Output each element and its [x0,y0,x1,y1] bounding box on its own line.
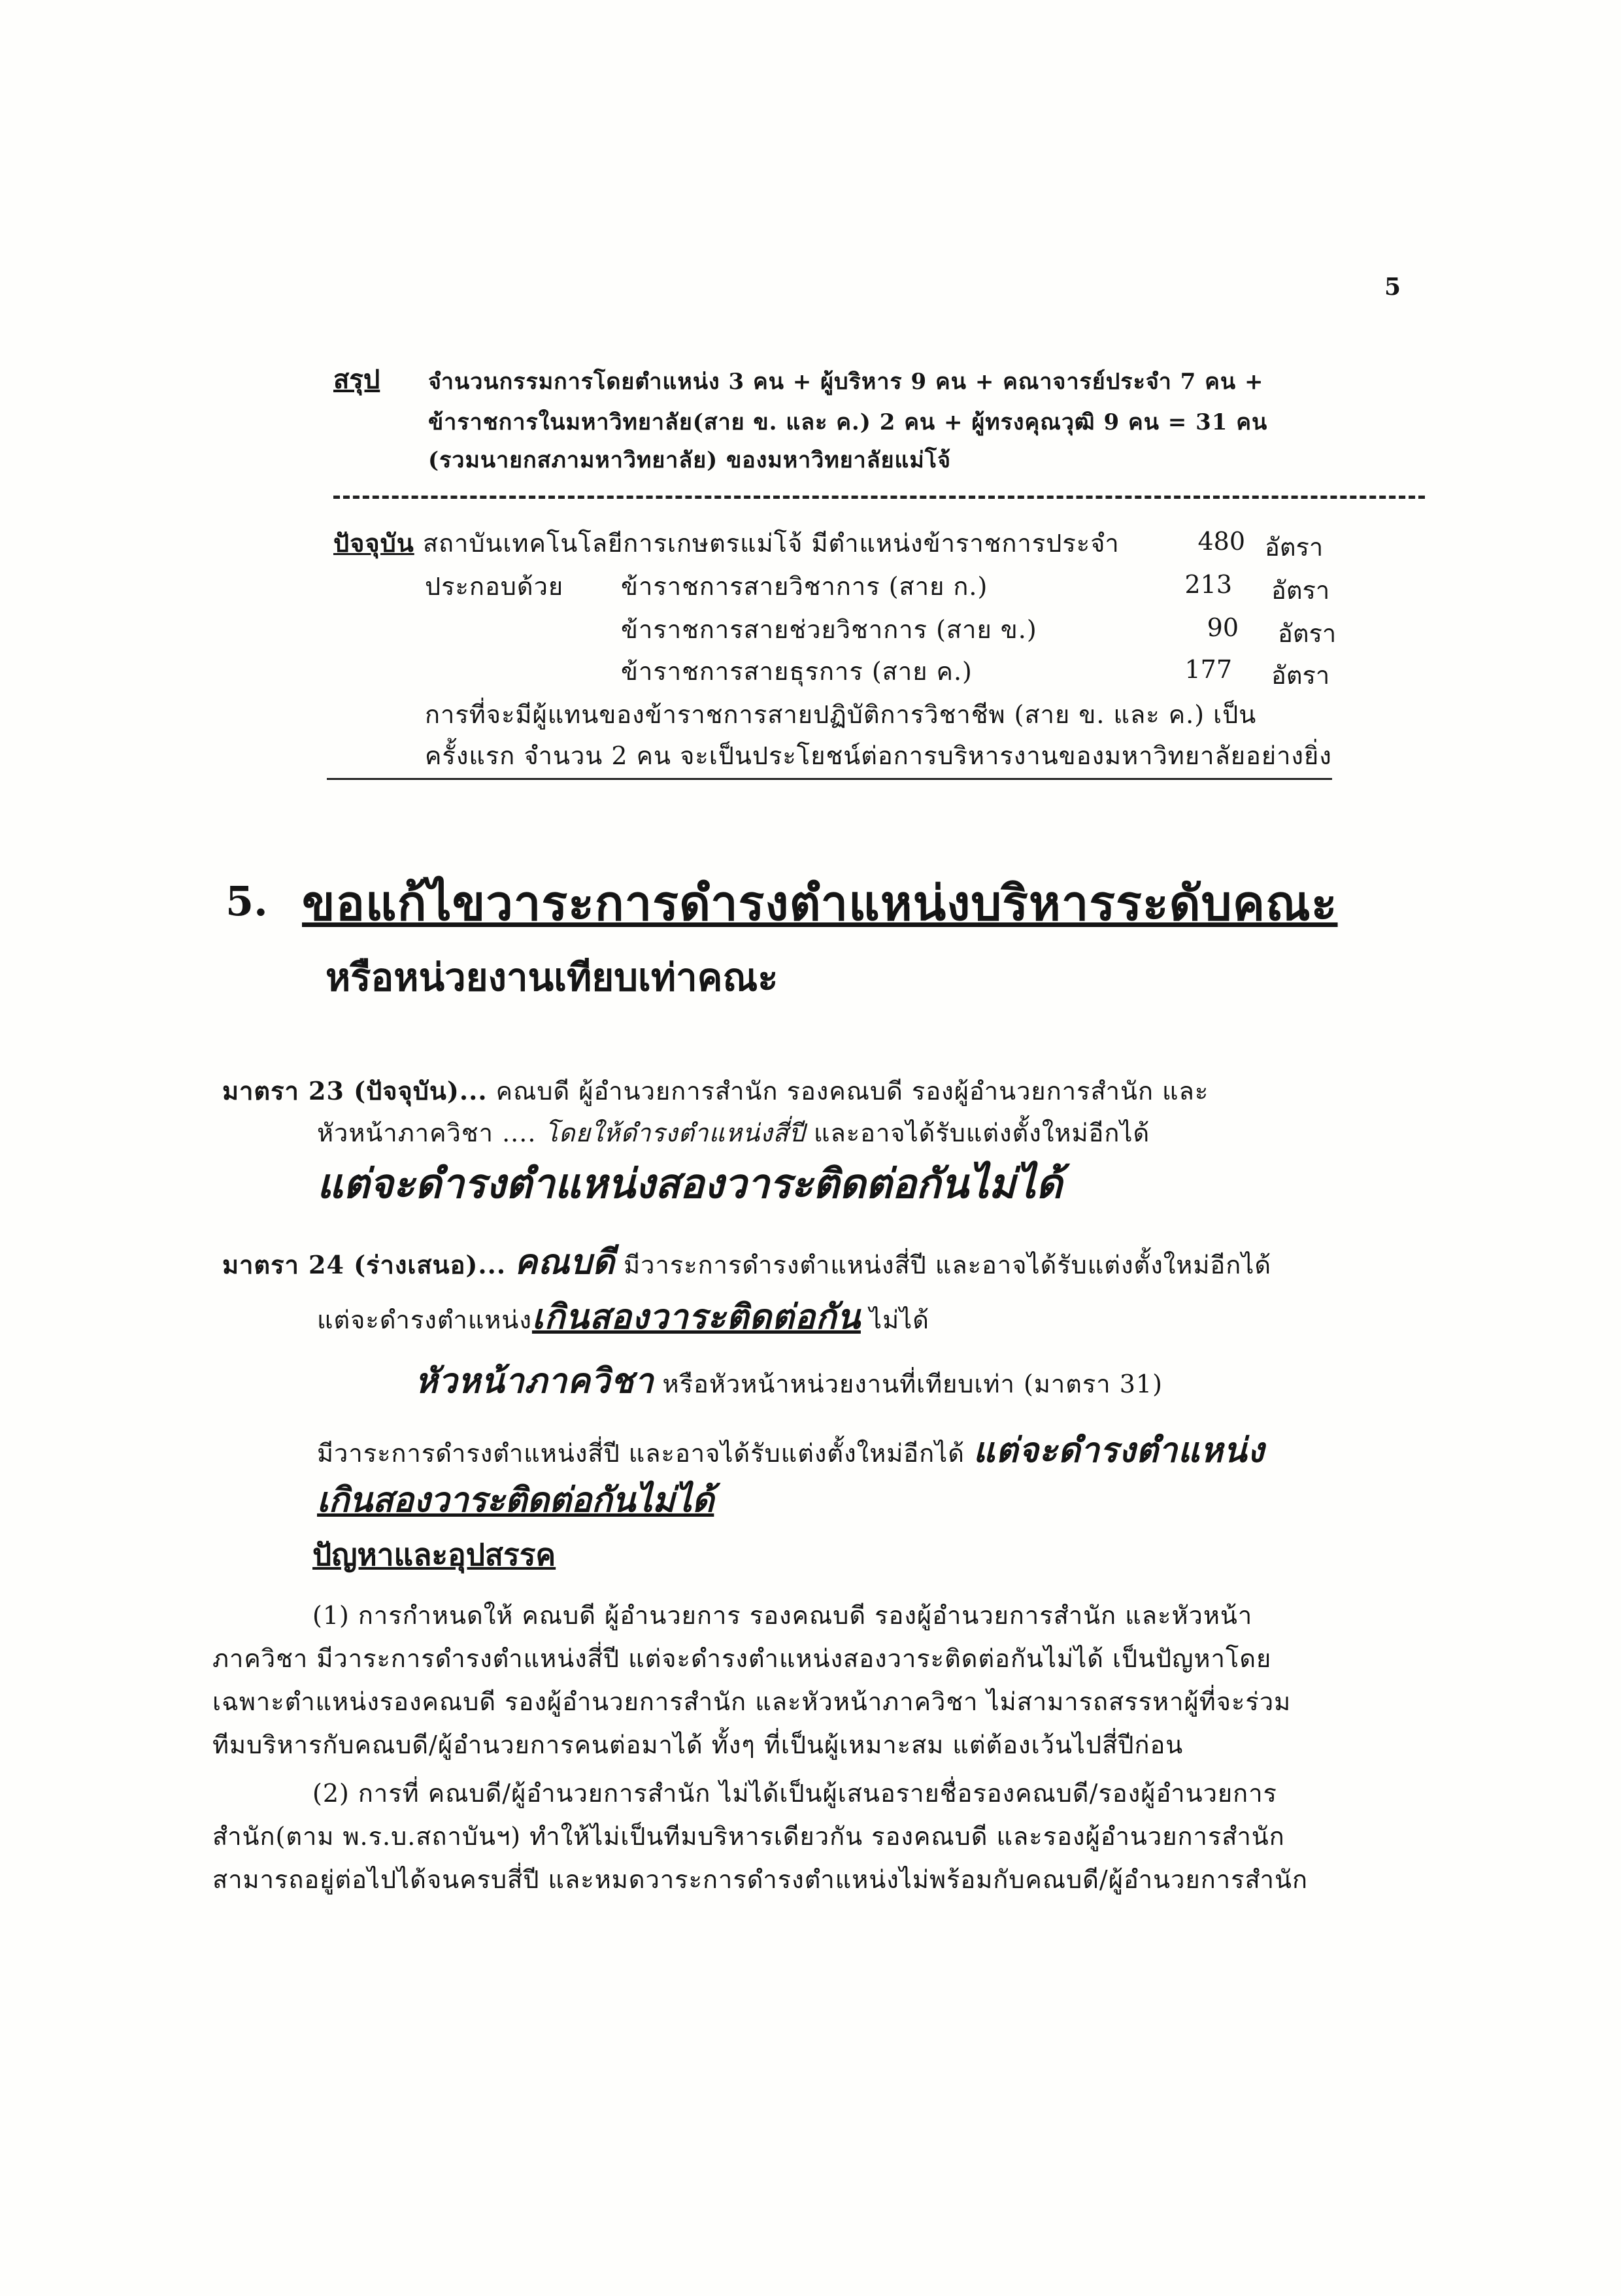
problem-1-line: ทีมบริหารกับคณบดี/ผู้อำนวยการคนต่อมาได้ ทั้งๆ ที่เป็นผู้เหมาะสม แต่ต้องเว้นไปสี่ปีก่อน [212,1730,1184,1759]
problems-heading: ปัญหาและอุปสรรค [312,1537,556,1572]
article-24-line-2 [317,1289,929,1343]
article-23-text: หัวหน้าภาควิชา .... [317,1119,537,1147]
staff-label: ข้าราชการสายธุรการ (สาย ค.) [621,657,973,686]
article-24-dept-head: หัวหน้าภาควิชา [415,1361,654,1401]
summary-line: จำนวนกรรมการโดยตำแหน่ง 3 คน + ผู้บริหาร 9 คน + คณาจารย์ประจำ 7 คน + [428,369,1264,395]
current-text: สถาบันเทคโนโลยีการเกษตรแม่โจ้ มีตำแหน่งข้าราชการประจำ [422,529,1120,558]
problem-1-line: ภาควิชา มีวาระการดำรงตำแหน่งสี่ปี แต่จะดำรงตำแหน่งสองวาระติดต่อกันไม่ได้ เป็นปัญหาโดย [212,1644,1272,1673]
article-24-text: มีวาระการดำรงตำแหน่งสี่ปี และอาจได้รับแต่งตั้งใหม่อีกได้ [317,1439,965,1468]
staff-count: 90 [1207,613,1239,642]
staff-count: 177 [1184,655,1232,684]
total-unit: อัตรา [1265,533,1324,562]
article-24-text: แต่จะดำรงตำแหน่ง [317,1306,532,1334]
article-23-text: คณบดี ผู้อำนวยการสำนัก รองคณบดี รองผู้อำนวยการสำนัก และ [495,1077,1209,1106]
page-number: 5 [1384,273,1401,301]
article-23-text: และอาจได้รับแต่งตั้งใหม่อีกได้ [813,1119,1150,1147]
summary-label: สรุป [333,364,380,395]
article-23-italic: โดยให้ดำรงตำแหน่งสี่ปี [544,1119,805,1147]
article-24-line-4 [317,1423,1265,1477]
staff-count: 213 [1184,570,1232,599]
article-23-line-2 [317,1113,1150,1153]
current-closing-2: ครั้งแรก จำนวน 2 คน จะเป็นประโยชน์ต่อการบริหารงานของมหาวิทยาลัยอย่างยิ่ง [327,735,1332,780]
current-label: ปัจจุบัน [333,528,414,558]
problem-1-line: เฉพาะตำแหน่งรองคณบดี รองผู้อำนวยการสำนัก และหัวหน้าภาควิชา ไม่สามารถสรรหาผู้ที่จะร่วม [212,1687,1292,1716]
article-24-dean: คณบดี [514,1242,615,1282]
staff-unit: อัตรา [1271,661,1330,690]
current-line-1 [333,523,1120,563]
article-24-line-1 [222,1234,1271,1289]
problem-2-line: สำนัก(ตาม พ.ร.บ.สถาบันฯ) ทำให้ไม่เป็นทีมบริหารเดียวกัน รองคณบดี และรองผู้อำนวยการสำนัก [212,1822,1285,1851]
article-24-heading: มาตรา 24 (ร่างเสนอ)... [222,1250,507,1279]
article-23-emphasis: แต่จะดำรงตำแหน่งสองวาระติดต่อกันไม่ได้ [317,1160,1063,1207]
staff-label: ข้าราชการสายช่วยวิชาการ (สาย ข.) [621,615,1037,644]
article-24-text: หรือหัวหน้าหน่วยงานที่เทียบเท่า (มาตรา 31) [662,1370,1163,1398]
dashed-divider [333,496,1425,499]
total-count: 480 [1197,527,1245,556]
article-24-emphasis: แต่จะดำรงตำแหน่ง [973,1430,1265,1470]
article-23-heading: มาตรา 23 (ปัจจุบัน)... [222,1076,488,1106]
article-24-text: มีวาระการดำรงตำแหน่งสี่ปี และอาจได้รับแต่งตั้งใหม่อีกได้ [624,1251,1272,1279]
problem-2-line: สามารถอยู่ต่อไปได้จนครบสี่ปี และหมดวาระการดำรงตำแหน่งไม่พร้อมกับคณบดี/ผู้อำนวยการสำนัก [212,1865,1308,1894]
article-24-final: เกินสองวาระติดต่อกันไม่ได้ [317,1480,714,1520]
summary-line: (รวมนายกสภามหาวิทยาลัย) ของมหาวิทยาลัยแม่โจ้ [428,447,952,473]
section-subtitle: หรือหน่วยงานเทียบเท่าคณะ [326,955,778,1000]
staff-unit: อัตรา [1278,619,1337,648]
composed-of-label: ประกอบด้วย [425,572,564,601]
article-23-line-1 [222,1071,1209,1111]
section-title: ขอแก้ไขวาระการดำรงตำแหน่งบริหารระดับคณะ [302,875,1338,932]
problem-1-line: (1) การกำหนดให้ คณบดี ผู้อำนวยการ รองคณบดี รองผู้อำนวยการสำนัก และหัวหน้า [312,1601,1253,1630]
problem-2-line: (2) การที่ คณบดี/ผู้อำนวยการสำนัก ไม่ได้เป็นผู้เสนอรายชื่อรองคณบดี/รองผู้อำนวยการ [312,1779,1277,1808]
article-24-emphasis: เกินสองวาระติดต่อกัน [531,1297,861,1337]
current-closing-1: การที่จะมีผู้แทนของข้าราชการสายปฏิบัติการวิชาชีพ (สาย ข. และ ค.) เป็น [425,700,1257,729]
staff-label: ข้าราชการสายวิชาการ (สาย ก.) [621,572,988,601]
section-number: 5. [226,877,268,925]
article-24-line-3 [415,1353,1163,1408]
staff-unit: อัตรา [1271,576,1330,605]
article-24-text: ไม่ได้ [869,1306,929,1334]
summary-line: ข้าราชการในมหาวิทยาลัย(สาย ข. และ ค.) 2 คน + ผู้ทรงคุณวุฒิ 9 คน = 31 คน [428,409,1268,435]
